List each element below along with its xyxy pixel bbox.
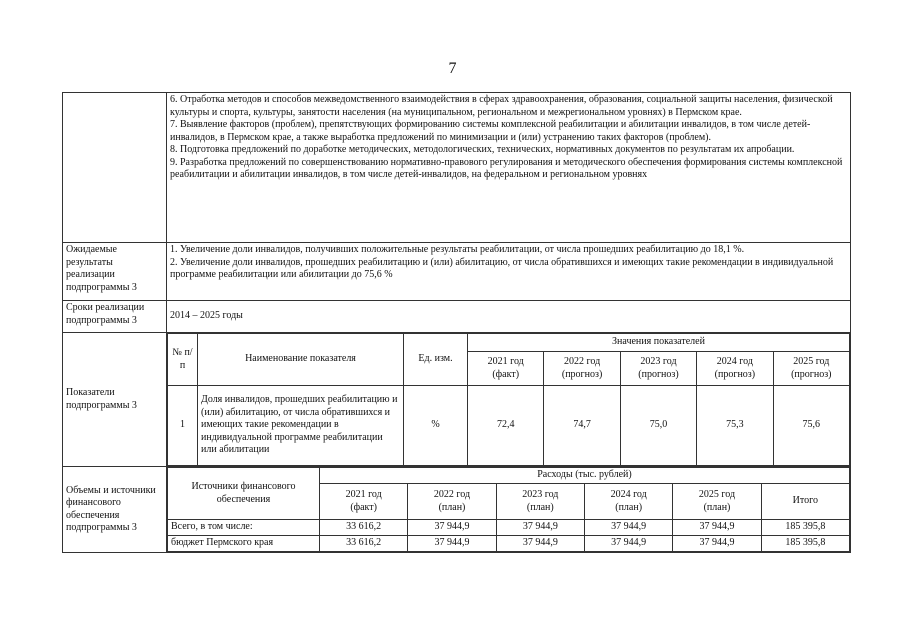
year-header: 2022 год (прогноз) (544, 352, 620, 386)
finance-value: 37 944,9 (496, 536, 584, 552)
expenses-header: Расходы (тыс. рублей) (320, 468, 850, 484)
finance-source-name: бюджет Пермского края (168, 536, 320, 552)
finance-value: 185 395,8 (761, 520, 849, 536)
terms-value: 2014 – 2025 годы (167, 301, 851, 333)
fin-year-header: 2025 год (план) (673, 484, 761, 520)
indicators-table (167, 333, 850, 466)
indicator-value: 75,6 (773, 386, 849, 466)
finance-value: 37 944,9 (673, 520, 761, 536)
finance-value: 33 616,2 (320, 536, 408, 552)
col-name-header: Наименование показателя (198, 334, 404, 386)
fin-year-header: 2023 год (план) (496, 484, 584, 520)
indicator-num: 1 (168, 386, 198, 466)
finance-cell (167, 467, 851, 553)
finance-value: 37 944,9 (408, 536, 496, 552)
indicator-value: 75,3 (697, 386, 773, 466)
finance-source-name: Всего, в том числе: (168, 520, 320, 536)
tasks-row (63, 93, 851, 243)
expected-row (63, 243, 851, 301)
finance-row-total (168, 520, 850, 536)
finance-value: 37 944,9 (584, 520, 672, 536)
col-num-header: № п/п (168, 334, 198, 386)
page-number: 7 (448, 60, 457, 77)
task-item: 9. Разработка предложений по совершенствованию нормативно-правового регулирования и методического обеспечения формирования системы комплексной реабилитации и абилитации инвалидов, в том числе детей-инвалидов, на федеральном и региональном уровнях (170, 156, 843, 180)
col-unit-header: Ед. изм. (404, 334, 468, 386)
tasks-label-cell (63, 93, 167, 243)
terms-row (63, 301, 851, 333)
fin-year-header: 2021 год (факт) (320, 484, 408, 520)
task-item: 7. Выявление факторов (проблем), препятствующих формированию системы комплексной реабилитации и абилитации инвалидов, в том числе детей-инвалидов, в Пермском крае, а также выработка предложений по минимизации и (или) устранению таких факторов (проблем). (170, 119, 811, 143)
year-header: 2025 год (прогноз) (773, 352, 849, 386)
finance-value: 33 616,2 (320, 520, 408, 536)
expected-item: 2. Увеличение доли инвалидов, прошедших реабилитацию и (или) абилитацию, от числа обратившихся и имеющих такие рекомендации в индивидуальной программе реабилитации или абилитации до 75,6 % (170, 256, 834, 280)
sources-header: Источники финансового обеспечения (168, 468, 320, 520)
indicators-row (63, 333, 851, 467)
expected-label: Ожидаемые результаты реализации подпрограммы 3 (63, 243, 167, 301)
finance-table (167, 467, 850, 552)
finance-label: Объемы и источники финансового обеспечения подпрограммы 3 (63, 467, 167, 553)
finance-value: 37 944,9 (584, 536, 672, 552)
year-header: 2024 год (прогноз) (697, 352, 773, 386)
finance-value: 37 944,9 (673, 536, 761, 552)
passport-table (62, 92, 851, 553)
task-item: 8. Подготовка предложений по доработке методических, методологических, технических, нормативных документов по результатам их апробации. (170, 144, 795, 155)
finance-value: 37 944,9 (496, 520, 584, 536)
indicator-value: 75,0 (620, 386, 696, 466)
expected-cell (167, 243, 851, 301)
fin-year-header: 2024 год (план) (584, 484, 672, 520)
year-header: 2023 год (прогноз) (620, 352, 696, 386)
values-header: Значения показателей (468, 334, 850, 352)
indicator-unit: % (404, 386, 468, 466)
expected-item: 1. Увеличение доли инвалидов, получивших положительные результаты реабилитации, от числа прошедших реабилитацию до 18,1 %. (170, 244, 745, 255)
total-header: Итого (761, 484, 849, 520)
indicator-value: 72,4 (468, 386, 544, 466)
finance-row-budget (168, 536, 850, 552)
indicator-name: Доля инвалидов, прошедших реабилитацию и (или) абилитацию, от числа обратившихся и имеющих такие рекомендации в индивидуальной программе реабилитации или абилитации (198, 386, 404, 466)
year-header: 2021 год (факт) (468, 352, 544, 386)
indicators-cell (167, 333, 851, 467)
fin-year-header: 2022 год (план) (408, 484, 496, 520)
tasks-cell (167, 93, 851, 243)
finance-row (63, 467, 851, 553)
finance-value: 185 395,8 (761, 536, 849, 552)
indicator-row (168, 386, 850, 466)
task-item: 6. Отработка методов и способов межведомственного взаимодействия в сферах здравоохранения, образования, социальной защиты населения, физической культуры и спорта, культуры, занятости населения (на муниципальном, региональном и межрегиональном уровнях) в Пермском крае. (170, 94, 833, 118)
indicators-label: Показатели подпрограммы 3 (63, 333, 167, 467)
finance-value: 37 944,9 (408, 520, 496, 536)
terms-label: Сроки реализации подпрограммы 3 (63, 301, 167, 333)
indicator-value: 74,7 (544, 386, 620, 466)
